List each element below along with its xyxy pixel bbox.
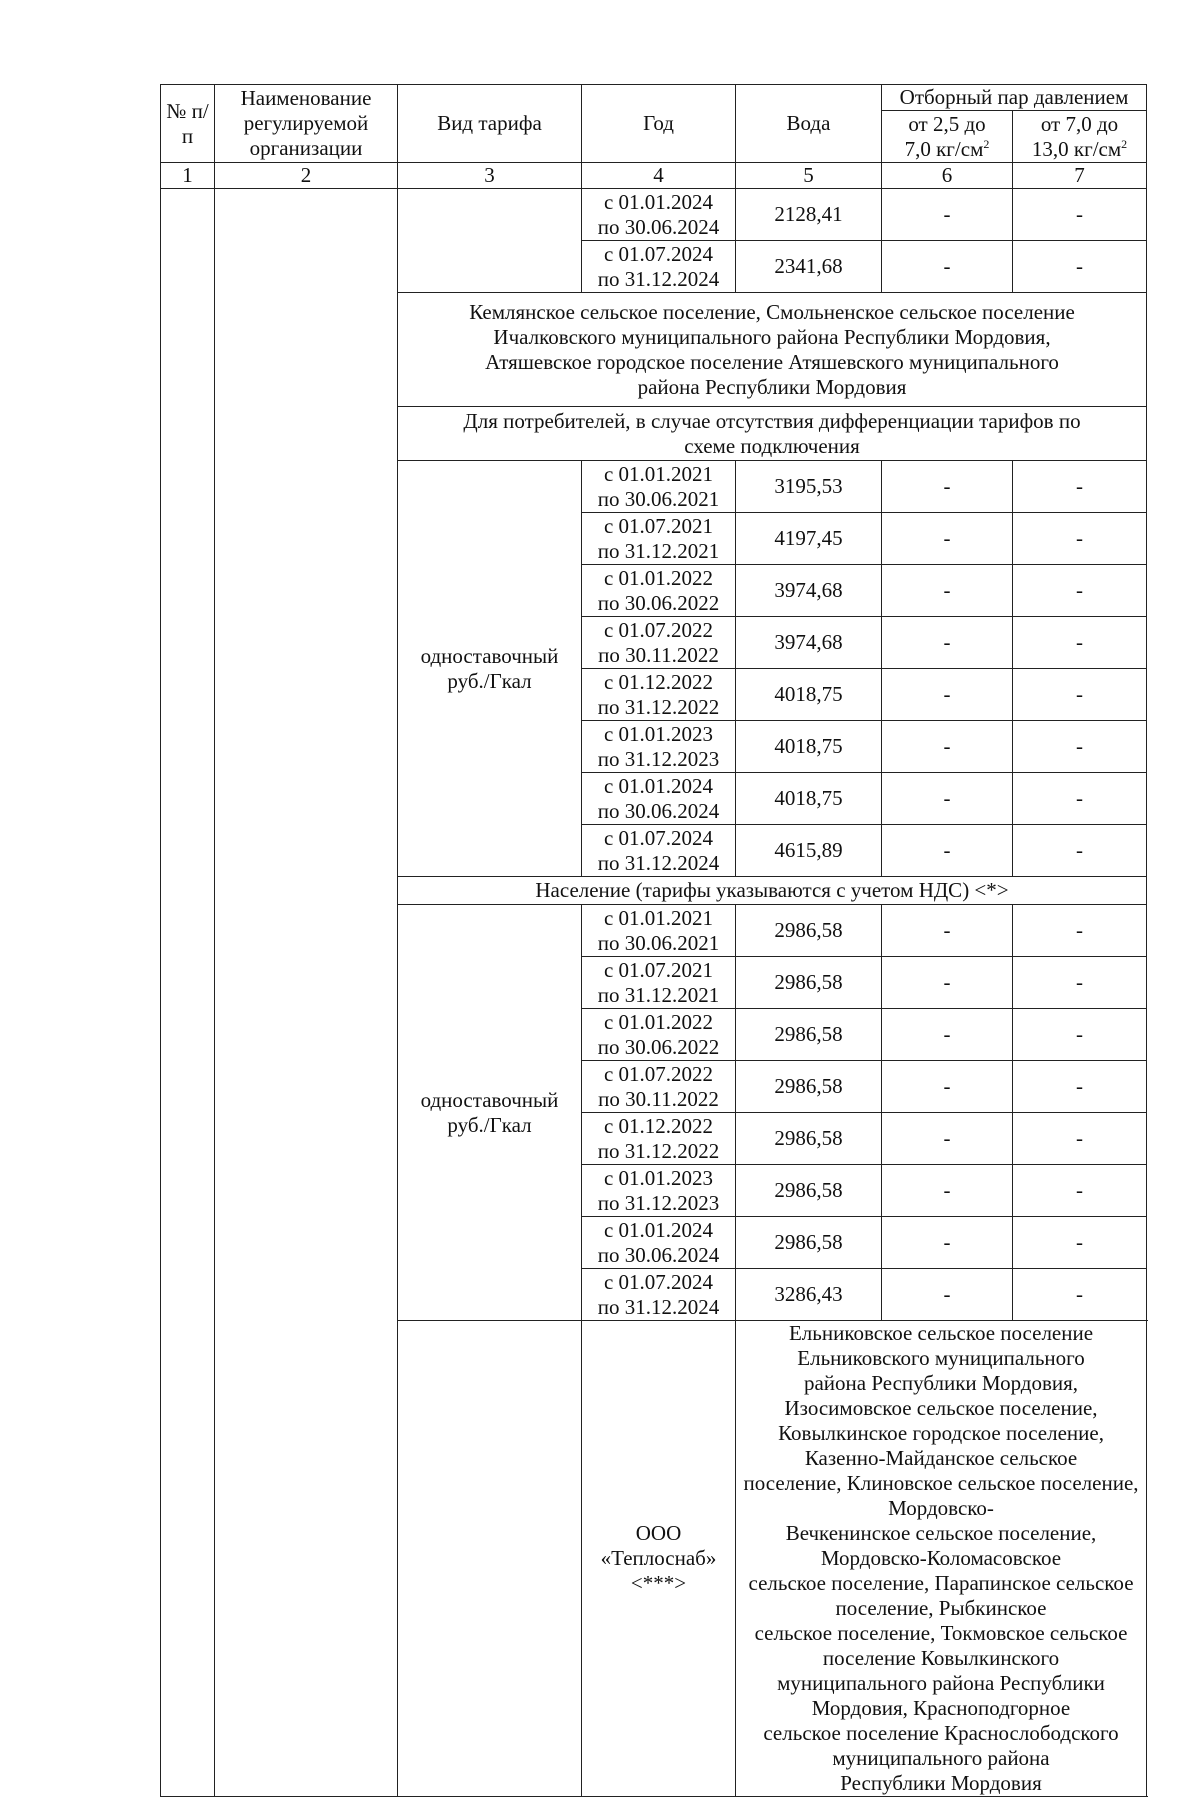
water-value: 3974,68 xyxy=(736,617,882,669)
header-steam-high-l1: от 7,0 до xyxy=(1040,111,1119,136)
steam-high-value: - xyxy=(1013,1217,1147,1269)
tariff-type-cell: одноставочный руб./Гкал xyxy=(398,905,582,1321)
period-cell: с 01.07.2021 по 31.12.2021 xyxy=(582,957,736,1009)
period-cell: с 01.07.2022 по 30.11.2022 xyxy=(582,617,736,669)
steam-high-value: - xyxy=(1013,461,1147,513)
steam-high-value: - xyxy=(1013,1009,1147,1061)
steam-low-value: - xyxy=(882,1269,1013,1321)
period-cell: с 01.01.2023 по 31.12.2023 xyxy=(582,721,736,773)
steam-low-value: - xyxy=(882,721,1013,773)
row-number-cell xyxy=(161,189,215,1797)
steam-low-value: - xyxy=(882,905,1013,957)
steam-high-value: - xyxy=(1013,565,1147,617)
column-number: 4 xyxy=(582,163,736,189)
steam-low-value: - xyxy=(882,617,1013,669)
steam-low-value: - xyxy=(882,825,1013,877)
header-organization: Наименование регулируемой организации xyxy=(215,85,398,163)
header-steam-low-l1: от 2,5 до xyxy=(908,111,986,136)
steam-low-value: - xyxy=(882,461,1013,513)
column-number: 5 xyxy=(736,163,882,189)
water-value: 4018,75 xyxy=(736,669,882,721)
steam-low-value: - xyxy=(882,241,1013,293)
period-cell: с 01.12.2022 по 31.12.2022 xyxy=(582,669,736,721)
steam-low-value: - xyxy=(882,1113,1013,1165)
steam-low-value: - xyxy=(882,1061,1013,1113)
steam-low-value: - xyxy=(882,669,1013,721)
period-cell: с 01.12.2022 по 31.12.2022 xyxy=(582,1113,736,1165)
steam-high-value: - xyxy=(1013,1269,1147,1321)
tariff-table xyxy=(160,84,1147,1797)
header-year: Год xyxy=(582,85,736,163)
header-steam-high-l2: 13,0 $кг/см^2$ xyxy=(1031,136,1128,161)
column-number: 2 xyxy=(215,163,398,189)
period-cell: с 01.01.2023 по 31.12.2023 xyxy=(582,1165,736,1217)
column-number: 3 xyxy=(398,163,582,189)
steam-low-value: - xyxy=(882,513,1013,565)
period-cell: с 01.07.2021 по 31.12.2021 xyxy=(582,513,736,565)
water-value: 2986,58 xyxy=(736,905,882,957)
period-cell: с 01.07.2024 по 31.12.2024 xyxy=(582,825,736,877)
water-value: 2986,58 xyxy=(736,1113,882,1165)
column-number: 6 xyxy=(882,163,1013,189)
period-cell: с 01.07.2024 по 31.12.2024 xyxy=(582,1269,736,1321)
tariff-type-cell xyxy=(398,189,582,293)
steam-low-value: - xyxy=(882,1009,1013,1061)
header-tariff-type: Вид тарифа xyxy=(398,85,582,163)
steam-high-value: - xyxy=(1013,773,1147,825)
steam-high-value: - xyxy=(1013,189,1147,241)
period-cell: с 01.01.2021 по 30.06.2021 xyxy=(582,905,736,957)
steam-low-value: - xyxy=(882,957,1013,1009)
header-steam-low-l2: 7,0 $кг/см^2$ xyxy=(904,136,990,161)
period-cell: с 01.01.2024 по 30.06.2024 xyxy=(582,189,736,241)
steam-high-value: - xyxy=(1013,905,1147,957)
consumers-section-label: Для потребителей, в случае отсутствия дифференциации тарифов по схеме подключения xyxy=(398,407,1147,461)
header-steam-low xyxy=(882,111,1013,163)
column-number: 7 xyxy=(1013,163,1147,189)
period-cell: с 01.07.2024 по 31.12.2024 xyxy=(582,241,736,293)
water-value: 4018,75 xyxy=(736,773,882,825)
row-number-cell xyxy=(398,1321,582,1797)
tariff-type-cell: одноставочный руб./Гкал xyxy=(398,461,582,877)
header-water: Вода xyxy=(736,85,882,163)
header-number: № п/п xyxy=(161,85,215,163)
header-steam-group: Отборный пар давлением xyxy=(882,85,1147,111)
water-value: 2986,58 xyxy=(736,1165,882,1217)
population-section-label: Население (тарифы указываются с учетом НДС) <*> xyxy=(398,877,1147,905)
steam-low-value: - xyxy=(882,773,1013,825)
steam-high-value: - xyxy=(1013,825,1147,877)
steam-high-value: - xyxy=(1013,957,1147,1009)
water-value: 2986,58 xyxy=(736,1061,882,1113)
water-value: 3195,53 xyxy=(736,461,882,513)
steam-low-value: - xyxy=(882,1217,1013,1269)
water-value: 2128,41 xyxy=(736,189,882,241)
column-number: 1 xyxy=(161,163,215,189)
steam-high-value: - xyxy=(1013,1113,1147,1165)
water-value: 3974,68 xyxy=(736,565,882,617)
period-cell: с 01.01.2024 по 30.06.2024 xyxy=(582,773,736,825)
water-value: 2986,58 xyxy=(736,957,882,1009)
steam-high-value: - xyxy=(1013,1165,1147,1217)
period-cell: с 01.01.2022 по 30.06.2022 xyxy=(582,1009,736,1061)
header-steam-high xyxy=(1013,111,1147,163)
organization-cell xyxy=(215,189,398,1797)
steam-high-value: - xyxy=(1013,617,1147,669)
period-cell: с 01.07.2022 по 30.11.2022 xyxy=(582,1061,736,1113)
period-cell: с 01.01.2024 по 30.06.2024 xyxy=(582,1217,736,1269)
organization-name: ООО «Теплоснаб» <***> xyxy=(582,1321,736,1797)
water-value: 4615,89 xyxy=(736,825,882,877)
territory-description: Ельниковское сельское поселение Ельниковского муниципального района Республики Мордовия, Изосимовское сельское поселение, Ковылкинское городское поселение, Казенно-Майданское сельское поселение, Клиновское сельское поселение, Мордовско- Вечкенинское сельское поселение, Мордовско-Коломасовское сельское поселение, Парапинское сельское поселение, Рыбкинское сельское поселение, Токмовское сельское поселение Ковылкинского муниципального района Республики Мордовия, Краснoподгорное сельское поселение Краснослободского муниципального района Республики Мордовия xyxy=(736,1321,1147,1797)
steam-low-value: - xyxy=(882,1165,1013,1217)
water-value: 4018,75 xyxy=(736,721,882,773)
steam-high-value: - xyxy=(1013,241,1147,293)
steam-low-value: - xyxy=(882,189,1013,241)
water-value: 2986,58 xyxy=(736,1009,882,1061)
water-value: 4197,45 xyxy=(736,513,882,565)
period-cell: с 01.01.2021 по 30.06.2021 xyxy=(582,461,736,513)
steam-high-value: - xyxy=(1013,513,1147,565)
period-cell: с 01.01.2022 по 30.06.2022 xyxy=(582,565,736,617)
territory-description: Кемлянское сельское поселение, Смольненское сельское поселение Ичалковского муниципального района Республики Мордовия, Атяшевское городское поселение Атяшевского муниципального района Республики Мордовия xyxy=(398,293,1147,407)
steam-low-value: - xyxy=(882,565,1013,617)
water-value: 3286,43 xyxy=(736,1269,882,1321)
steam-high-value: - xyxy=(1013,721,1147,773)
steam-high-value: - xyxy=(1013,1061,1147,1113)
water-value: 2341,68 xyxy=(736,241,882,293)
water-value: 2986,58 xyxy=(736,1217,882,1269)
steam-high-value: - xyxy=(1013,669,1147,721)
